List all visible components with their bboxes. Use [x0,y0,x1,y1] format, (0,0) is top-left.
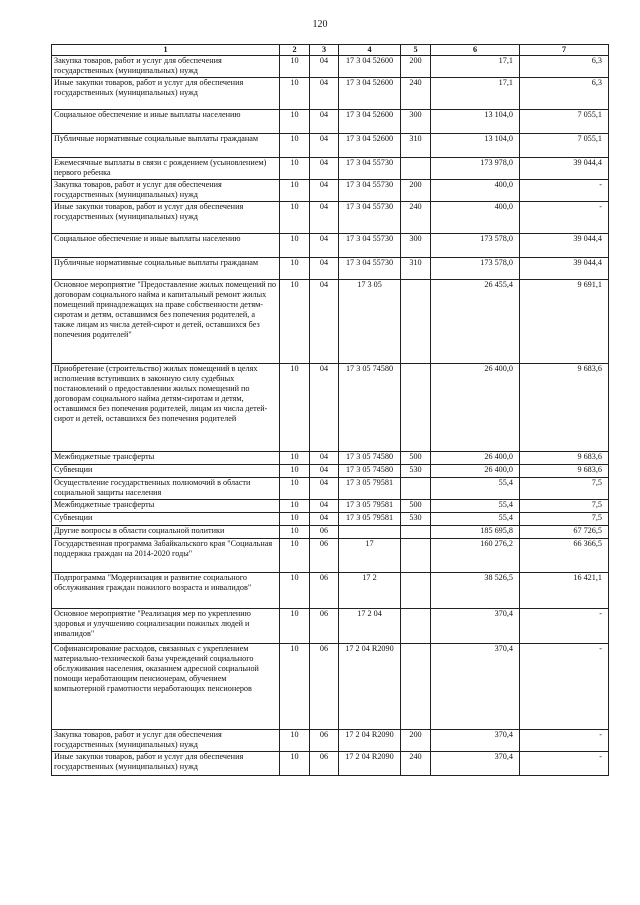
expense-type-cell: 240 [401,752,431,776]
table-row [52,234,609,258]
amount-plan-cell: 26 400,0 [431,364,520,452]
subsection-code-cell: 04 [310,364,339,452]
target-article-cell: 17 2 04 R2090 [339,752,401,776]
amount-plan-cell: 13 104,0 [431,110,520,134]
header-cell: 7 [520,45,609,56]
section-code-cell: 10 [280,110,310,134]
section-code-cell: 10 [280,609,310,644]
section-code-cell: 10 [280,513,310,526]
subsection-code-cell: 06 [310,573,339,609]
section-code-cell: 10 [280,500,310,513]
section-code-cell: 10 [280,134,310,158]
header-row [52,45,609,56]
expense-type-cell: 500 [401,500,431,513]
row-name-cell: Межбюджетные трансферты [52,452,280,465]
expense-type-cell: 300 [401,234,431,258]
row-name-cell: Иные закупки товаров, работ и услуг для обеспечения государственных (муниципальных) нужд [52,752,280,776]
amount-plan-cell: 55,4 [431,513,520,526]
row-name-cell: Социальное обеспечение и иные выплаты населению [52,110,280,134]
section-code-cell: 10 [280,752,310,776]
target-article-cell: 17 2 04 R2090 [339,644,401,730]
table-row [52,452,609,465]
row-name-cell: Социальное обеспечение и иные выплаты населению [52,234,280,258]
amount-actual-cell: 39 044,4 [520,158,609,180]
subsection-code-cell: 06 [310,526,339,539]
table-row [52,644,609,730]
subsection-code-cell: 04 [310,202,339,234]
amount-plan-cell: 55,4 [431,478,520,500]
table-row [52,110,609,134]
expense-type-cell: 200 [401,180,431,202]
target-article-cell: 17 3 04 55730 [339,202,401,234]
table-row [52,539,609,573]
table-row [52,752,609,776]
amount-actual-cell: - [520,730,609,752]
expense-type-cell [401,539,431,573]
target-article-cell: 17 3 04 52600 [339,134,401,158]
amount-actual-cell: - [520,609,609,644]
expense-type-cell [401,644,431,730]
subsection-code-cell: 06 [310,730,339,752]
table-row [52,730,609,752]
table-row [52,280,609,364]
row-name-cell: Субвенции [52,513,280,526]
amount-plan-cell: 400,0 [431,202,520,234]
table-row [52,364,609,452]
subsection-code-cell: 04 [310,56,339,78]
subsection-code-cell: 04 [310,500,339,513]
expense-type-cell: 240 [401,202,431,234]
target-article-cell: 17 2 [339,573,401,609]
expense-type-cell [401,364,431,452]
table-row [52,158,609,180]
expense-type-cell [401,609,431,644]
row-name-cell: Иные закупки товаров, работ и услуг для обеспечения государственных (муниципальных) нужд [52,202,280,234]
amount-plan-cell: 17,1 [431,56,520,78]
subsection-code-cell: 04 [310,234,339,258]
row-name-cell: Софинансирование расходов, связанных с укреплением материально-технической базы учреждений социального обслуживания населения, оказанием адресной социальной помощи неработающим пенсионерам, обучением компьютерной грамотности неработающих пенсионеров [52,644,280,730]
expense-type-cell: 240 [401,78,431,110]
subsection-code-cell: 04 [310,78,339,110]
target-article-cell: 17 2 04 [339,609,401,644]
section-code-cell: 10 [280,280,310,364]
expense-type-cell: 530 [401,465,431,478]
expense-type-cell: 200 [401,56,431,78]
target-article-cell [339,526,401,539]
target-article-cell: 17 3 05 79581 [339,513,401,526]
section-code-cell: 10 [280,478,310,500]
section-code-cell: 10 [280,573,310,609]
row-name-cell: Ежемесячные выплаты в связи с рождением (усыновлением) первого ребенка [52,158,280,180]
amount-actual-cell: 9 683,6 [520,465,609,478]
amount-actual-cell: - [520,644,609,730]
amount-plan-cell: 370,4 [431,609,520,644]
row-name-cell: Закупка товаров, работ и услуг для обеспечения государственных (муниципальных) нужд [52,56,280,78]
target-article-cell: 17 3 05 79581 [339,478,401,500]
subsection-code-cell: 04 [310,134,339,158]
amount-actual-cell: - [520,202,609,234]
amount-actual-cell: 9 683,6 [520,452,609,465]
target-article-cell: 17 [339,539,401,573]
section-code-cell: 10 [280,526,310,539]
section-code-cell: 10 [280,644,310,730]
table-row [52,465,609,478]
section-code-cell: 10 [280,364,310,452]
amount-plan-cell: 13 104,0 [431,134,520,158]
target-article-cell: 17 3 04 55730 [339,158,401,180]
header-cell: 4 [339,45,401,56]
amount-actual-cell: 6,3 [520,56,609,78]
row-name-cell: Публичные нормативные социальные выплаты гражданам [52,134,280,158]
target-article-cell: 17 3 04 55730 [339,234,401,258]
amount-actual-cell: - [520,752,609,776]
amount-actual-cell: - [520,180,609,202]
section-code-cell: 10 [280,539,310,573]
expense-type-cell [401,280,431,364]
header-cell: 6 [431,45,520,56]
amount-plan-cell: 55,4 [431,500,520,513]
amount-plan-cell: 17,1 [431,78,520,110]
amount-actual-cell: 7,5 [520,500,609,513]
subsection-code-cell: 04 [310,280,339,364]
target-article-cell: 17 3 05 79581 [339,500,401,513]
subsection-code-cell: 04 [310,258,339,280]
section-code-cell: 10 [280,158,310,180]
row-name-cell: Субвенции [52,465,280,478]
table-row [52,478,609,500]
table-row [52,258,609,280]
row-name-cell: Основное мероприятие "Реализация мер по укреплению здоровья и улучшению социализации пожилых людей и инвалидов" [52,609,280,644]
row-name-cell: Государственная программа Забайкальского края "Социальная поддержка граждан на 2014-2020 годы" [52,539,280,573]
amount-actual-cell: 39 044,4 [520,234,609,258]
amount-plan-cell: 370,4 [431,644,520,730]
expense-type-cell [401,573,431,609]
amount-plan-cell: 173 578,0 [431,234,520,258]
amount-actual-cell: 66 366,5 [520,539,609,573]
amount-actual-cell: 39 044,4 [520,258,609,280]
table-row [52,78,609,110]
target-article-cell: 17 3 04 52600 [339,110,401,134]
target-article-cell: 17 3 05 74580 [339,364,401,452]
subsection-code-cell: 06 [310,752,339,776]
table-row [52,180,609,202]
target-article-cell: 17 3 05 74580 [339,452,401,465]
table-row [52,500,609,513]
table-row [52,202,609,234]
expense-type-cell [401,526,431,539]
target-article-cell: 17 3 05 [339,280,401,364]
header-cell: 1 [52,45,280,56]
expense-type-cell: 530 [401,513,431,526]
subsection-code-cell: 06 [310,539,339,573]
expense-type-cell: 310 [401,258,431,280]
target-article-cell: 17 3 04 55730 [339,180,401,202]
expense-type-cell: 300 [401,110,431,134]
amount-plan-cell: 26 455,4 [431,280,520,364]
table-row [52,573,609,609]
amount-actual-cell: 6,3 [520,78,609,110]
row-name-cell: Закупка товаров, работ и услуг для обеспечения государственных (муниципальных) нужд [52,180,280,202]
header-cell: 3 [310,45,339,56]
header-cell: 5 [401,45,431,56]
section-code-cell: 10 [280,730,310,752]
row-name-cell: Межбюджетные трансферты [52,500,280,513]
amount-actual-cell: 9 683,6 [520,364,609,452]
amount-plan-cell: 26 400,0 [431,452,520,465]
section-code-cell: 10 [280,56,310,78]
header-cell: 2 [280,45,310,56]
target-article-cell: 17 3 04 55730 [339,258,401,280]
amount-actual-cell: 7,5 [520,513,609,526]
row-name-cell: Публичные нормативные социальные выплаты гражданам [52,258,280,280]
row-name-cell: Закупка товаров, работ и услуг для обеспечения государственных (муниципальных) нужд [52,730,280,752]
amount-actual-cell: 7,5 [520,478,609,500]
section-code-cell: 10 [280,234,310,258]
target-article-cell: 17 3 05 74580 [339,465,401,478]
section-code-cell: 10 [280,202,310,234]
amount-plan-cell: 26 400,0 [431,465,520,478]
table-row [52,526,609,539]
table-row [52,609,609,644]
amount-actual-cell: 9 691,1 [520,280,609,364]
subsection-code-cell: 04 [310,513,339,526]
amount-plan-cell: 185 695,8 [431,526,520,539]
expense-type-cell [401,158,431,180]
subsection-code-cell: 04 [310,158,339,180]
amount-plan-cell: 38 526,5 [431,573,520,609]
section-code-cell: 10 [280,452,310,465]
amount-plan-cell: 160 276,2 [431,539,520,573]
section-code-cell: 10 [280,258,310,280]
amount-plan-cell: 173 978,0 [431,158,520,180]
subsection-code-cell: 04 [310,180,339,202]
target-article-cell: 17 3 04 52600 [339,56,401,78]
expense-type-cell: 500 [401,452,431,465]
row-name-cell: Другие вопросы в области социальной политики [52,526,280,539]
subsection-code-cell: 04 [310,452,339,465]
expense-type-cell: 200 [401,730,431,752]
amount-actual-cell: 67 726,5 [520,526,609,539]
section-code-cell: 10 [280,180,310,202]
target-article-cell: 17 2 04 R2090 [339,730,401,752]
amount-actual-cell: 7 055,1 [520,110,609,134]
expense-type-cell [401,478,431,500]
amount-plan-cell: 400,0 [431,180,520,202]
subsection-code-cell: 04 [310,465,339,478]
amount-actual-cell: 7 055,1 [520,134,609,158]
row-name-cell: Подпрограмма "Модернизация и развитие социального обслуживания граждан пожилого возраста и инвалидов" [52,573,280,609]
subsection-code-cell: 04 [310,478,339,500]
row-name-cell: Осуществление государственных полномочий в области социальной защиты населения [52,478,280,500]
expense-type-cell: 310 [401,134,431,158]
row-name-cell: Иные закупки товаров, работ и услуг для обеспечения государственных (муниципальных) нужд [52,78,280,110]
section-code-cell: 10 [280,465,310,478]
amount-plan-cell: 370,4 [431,752,520,776]
subsection-code-cell: 06 [310,644,339,730]
subsection-code-cell: 06 [310,609,339,644]
amount-actual-cell: 16 421,1 [520,573,609,609]
page-number: 120 [312,19,328,30]
subsection-code-cell: 04 [310,110,339,134]
table-row [52,56,609,78]
row-name-cell: Приобретение (строительство) жилых помещений в целях исполнения вступивших в законную силу судебных постановлений о предоставлении жилых помещений по договорам социального найма детям-сиротам и детям, оставшимся без попечения родителей, лицам из числа детей-сирот и детей, оставшихся без попечения родителей [52,364,280,452]
amount-plan-cell: 173 578,0 [431,258,520,280]
table-row [52,134,609,158]
section-code-cell: 10 [280,78,310,110]
target-article-cell: 17 3 04 52600 [339,78,401,110]
budget-table [51,44,609,776]
table-row [52,513,609,526]
amount-plan-cell: 370,4 [431,730,520,752]
row-name-cell: Основное мероприятие "Предоставление жилых помещений по договорам социального найма и капитальный ремонт жилых помещений принадлежащих на праве собственности детям-сиротам и детям, оставшимся без попечения родителей, а также лицам из числа детей-сирот и детей, оставшихся без попечения родителей" [52,280,280,364]
